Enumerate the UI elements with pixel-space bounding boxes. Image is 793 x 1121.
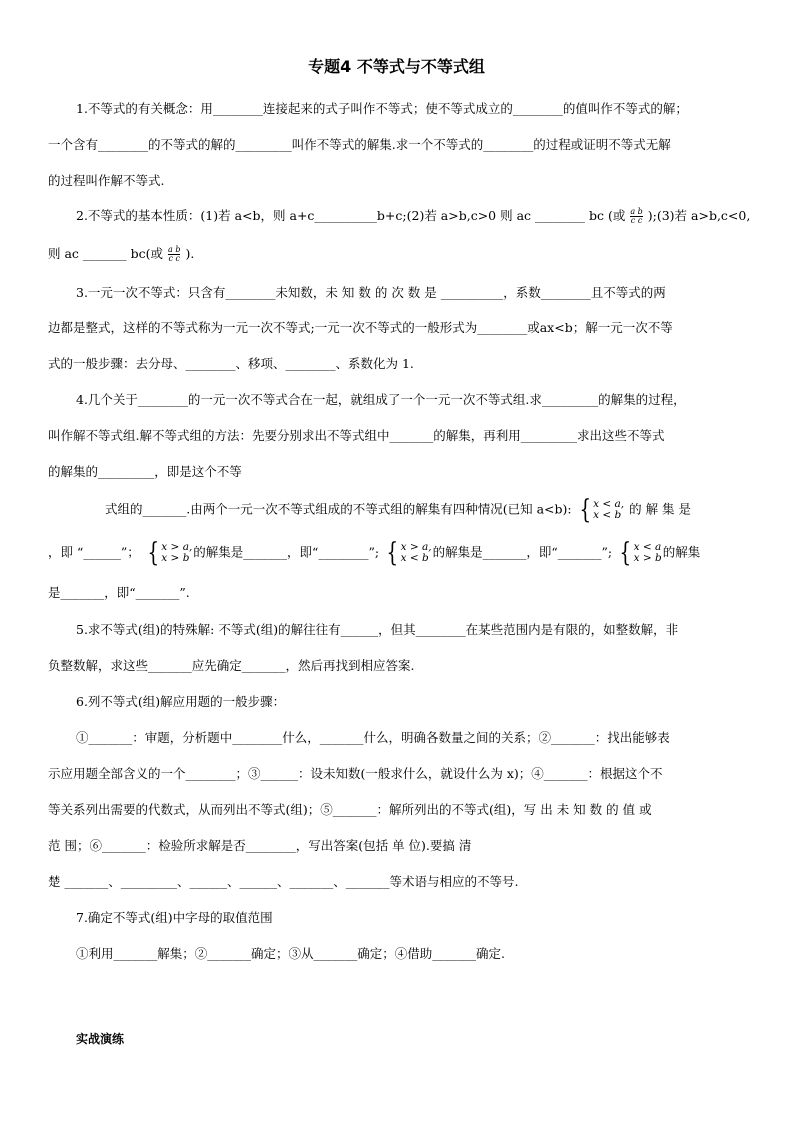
sys2-row-2: x > b [161, 552, 190, 564]
section-6-line-3: 等关系列出需要的代数式，从而列出不等式(组)；⑤_______：解所列出的不等式(组)，写 出 未 知 数 的 值 或 [48, 802, 652, 817]
frac-num-a: a [630, 207, 636, 216]
frac2-den-c2: c [175, 254, 180, 263]
inequality-system-2: { x > a, x > b [147, 538, 193, 568]
section-6-line-4: 范 围；⑥_______：检验所求解是否________，写出答案(包括 单 位).要搞 清 [48, 838, 472, 853]
section-4-text-d: 的解集是_______，即“________”; [193, 544, 380, 560]
sys4-row-2: x > b [633, 552, 662, 564]
sys2-row-1: x > a, [161, 541, 193, 553]
section-4-text-c: ，即 “______”； [48, 544, 140, 560]
section-4-line-4 [105, 495, 692, 525]
section-2-line-2 [48, 245, 194, 263]
frac2-den-c: c [168, 254, 173, 263]
sys4-row-1: x < a [633, 541, 662, 553]
frac-den-c: c [630, 216, 636, 225]
section-4-line-5 [48, 538, 701, 568]
section-4-text-b: 的 解 集 是 [629, 501, 692, 517]
fraction-b-over-c [168, 246, 180, 263]
section-1-line-2: 一个含有________的不等式的解的_________叫作不等式的解集.求一个不等式的________的过程或证明不等式无解 [48, 137, 671, 152]
section-3-line-2: 边都是整式，这样的不等式称为一元一次不等式;一元一次不等式的一般形式为________或ax<b；解一元一次不等 [48, 320, 673, 335]
inequality-system-3: { x > a, x < b [386, 538, 432, 568]
practice-heading: 实战演练 [76, 1032, 125, 1046]
section-6-line-2: 示应用题全部含义的一个________；③______：设未知数(一般求什么，就设什么为 x)；④_______：根据这个不 [48, 766, 663, 781]
fraction-a-over-c [630, 208, 642, 225]
section-4-line-2: 叫作解不等式组.解不等式组的方法：先要分别求出不等式组中_______的解集，再利用_________求出这些不等式 [48, 428, 665, 443]
section-7-heading: 7.确定不等式(组)中字母的取值范围 [76, 910, 273, 925]
section-2-text-a: 2.不等式的基本性质：(1)若 a<b，则 a+c__________b+c;(2)若 a>b,c>0 则 ac ________ bc (或 [76, 208, 626, 223]
section-3-line-1: 3.一元一次不等式：只含有________未知数，未 知 数 的 次 数 是 __________，系数________且不等式的两 [76, 285, 666, 300]
frac2-num-a: a [168, 245, 173, 254]
inequality-system-1: { x < a, x < b [579, 495, 625, 525]
section-4-line-3: 的解集的_________，即是这个不等 [48, 464, 242, 479]
section-4-text-a: 式组的_______.由两个一元一次不等式组成的不等式组的解集有四种情况(已知 a<b): [105, 501, 572, 517]
inequality-system-4: { x < a x > b [619, 538, 662, 568]
section-2-text-c: 则 ac _______ bc(或 [48, 246, 164, 261]
sys1-row-2: x < b [593, 509, 622, 521]
section-2-line-1 [76, 207, 750, 225]
section-5-line-1: 5.求不等式(组)的特殊解: 不等式(组)的解往往有______，但其________在某些范围内是有限的，如整数解，非 [76, 622, 679, 637]
section-2-text-d: ). [185, 246, 195, 261]
sys3-row-1: x > a, [400, 541, 432, 553]
section-5-line-2: 负整数解，求这些_______应先确定_______，然后再找到相应答案. [48, 658, 415, 673]
section-3-line-3: 式的一般步骤：去分母、________、移项、________、系数化为 1. [48, 356, 414, 371]
section-4-text-f: 的解集 [662, 544, 701, 560]
sys1-row-1: x < a, [593, 498, 625, 510]
section-7-line-1: ①利用_______解集；②_______确定；③从_______确定；④借助_______确定. [76, 946, 505, 961]
section-1-line-1: 1.不等式的有关概念：用________连接起来的式子叫作不等式；使不等式成立的________的值叫作不等式的解； [76, 101, 688, 116]
frac-num-b: b [637, 207, 643, 216]
frac2-num-b: b [175, 245, 181, 254]
section-6-line-5: 楚 _______、_________、______、______、_______、_______等术语与相应的不等号. [48, 874, 519, 889]
section-1-line-3: 的过程叫作解不等式. [48, 173, 165, 188]
section-4-line-6: 是_______，即“_______”. [48, 585, 190, 600]
section-4-line-1: 4.几个关于________的一元一次不等式合在一起，就组成了一个一元一次不等式组.求_________的解集的过程， [76, 392, 686, 407]
sys3-row-2: x < b [400, 552, 429, 564]
section-6-line-1: ①_______：审题，分析题中________什么，_______什么，明确各数量之间的关系；②_______：找出能够表 [76, 730, 670, 745]
section-4-text-e: 的解集是_______，即“_______”; [432, 544, 613, 560]
section-6-heading: 6.列不等式(组)解应用题的一般步骤： [76, 694, 286, 709]
section-2-text-b: );(3)若 a>b,c<0, [647, 208, 751, 223]
frac-den-c2: c [637, 216, 643, 225]
page-title: 专题4 不等式与不等式组 [308, 57, 485, 76]
